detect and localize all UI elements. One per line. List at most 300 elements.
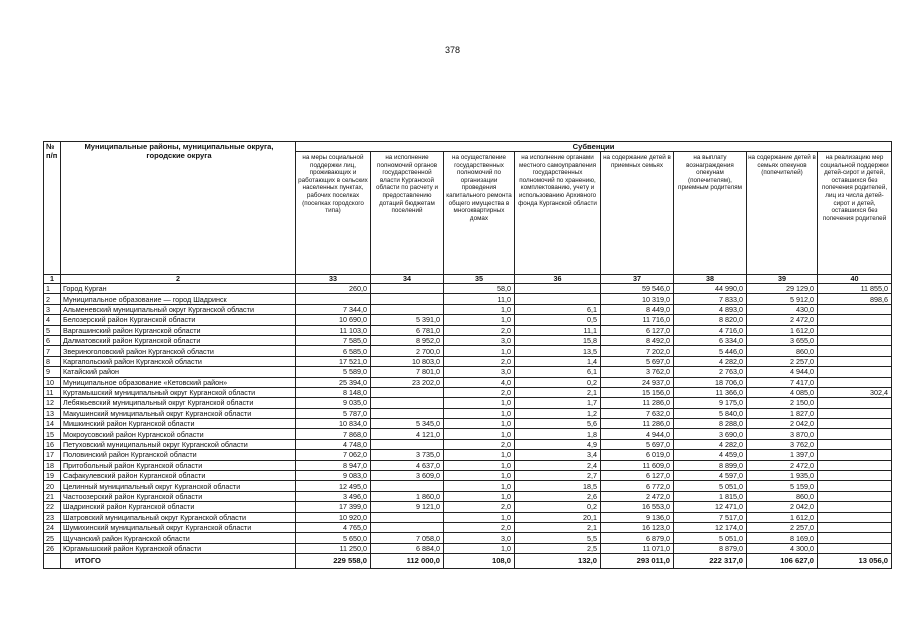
table-row	[44, 471, 892, 481]
cell-value: 2,0	[444, 325, 515, 335]
cell-value: 7 868,0	[296, 429, 371, 439]
cell-value: 1 612,0	[747, 325, 818, 335]
cell-value: 1,0	[444, 398, 515, 408]
cell-value: 2,4	[515, 460, 601, 470]
cell-value: 1,0	[444, 429, 515, 439]
cell-value	[371, 398, 444, 408]
district-name: Щучанский район Курганской области	[61, 533, 296, 543]
cell-value: 24 937,0	[601, 377, 674, 387]
cell-value: 6 772,0	[601, 481, 674, 491]
district-name: Каргапольский район Курганской области	[61, 356, 296, 366]
table-row	[44, 367, 892, 377]
header-col-34: на исполнение полномочий органов государственной власти Курганской области по расчету и предоставлению дотаций бюджетам поселений	[371, 152, 444, 275]
district-name: Половинский район Курганской области	[61, 450, 296, 460]
cell-value	[818, 356, 892, 366]
cell-value: 1,0	[444, 408, 515, 418]
cell-value: 1,4	[515, 356, 601, 366]
cell-value: 3,0	[444, 335, 515, 345]
cell-value: 1,0	[444, 450, 515, 460]
cell-value: 6 127,0	[601, 471, 674, 481]
cell-value: 6 884,0	[371, 543, 444, 553]
cell-value: 2,5	[515, 543, 601, 553]
cell-value: 0,2	[515, 502, 601, 512]
cell-value: 2,0	[444, 439, 515, 449]
cell-value	[818, 533, 892, 543]
cell-value: 18,5	[515, 481, 601, 491]
column-number: 34	[371, 275, 444, 284]
total-value: 112 000,0	[371, 554, 444, 569]
cell-value: 1,0	[444, 419, 515, 429]
table-row	[44, 335, 892, 345]
cell-value: 7 062,0	[296, 450, 371, 460]
cell-value	[818, 377, 892, 387]
total-value: 132,0	[515, 554, 601, 569]
cell-value	[371, 294, 444, 304]
table-row	[44, 356, 892, 366]
district-name: Шатровский муниципальный округ Курганской области	[61, 512, 296, 522]
row-index: 15	[44, 429, 61, 439]
header-col-39: на содержание детей в семьях опекунов (попечителей)	[747, 152, 818, 275]
district-name: Катайский район	[61, 367, 296, 377]
district-name: Юргамышский район Курганской области	[61, 543, 296, 553]
header-col-37: на содержание детей в приемных семьях	[601, 152, 674, 275]
page-number: 378	[444, 45, 461, 55]
cell-value	[818, 315, 892, 325]
cell-value: 3 762,0	[747, 439, 818, 449]
cell-value	[818, 471, 892, 481]
cell-value: 5 840,0	[674, 408, 747, 418]
column-number: 37	[601, 275, 674, 284]
table-row	[44, 533, 892, 543]
cell-value	[818, 460, 892, 470]
cell-value	[818, 491, 892, 501]
district-name: Макушинский муниципальный округ Курганской области	[61, 408, 296, 418]
row-index: 1	[44, 284, 61, 294]
cell-value	[296, 294, 371, 304]
district-name: Альменевский муниципальный округ Курганской области	[61, 304, 296, 314]
cell-value	[818, 429, 892, 439]
table-row	[44, 419, 892, 429]
cell-value	[371, 439, 444, 449]
row-index: 26	[44, 543, 61, 553]
cell-value: 5 650,0	[296, 533, 371, 543]
cell-value	[371, 522, 444, 532]
column-number: 40	[818, 275, 892, 284]
column-number: 39	[747, 275, 818, 284]
table-row	[44, 377, 892, 387]
cell-value: 1,0	[444, 543, 515, 553]
cell-value: 7 632,0	[601, 408, 674, 418]
row-index: 20	[44, 481, 61, 491]
cell-value: 13,5	[515, 346, 601, 356]
cell-value: 3 655,0	[747, 335, 818, 345]
table-row	[44, 429, 892, 439]
cell-value: 1,0	[444, 346, 515, 356]
cell-value: 5 051,0	[674, 533, 747, 543]
cell-value: 1,0	[444, 315, 515, 325]
header-district-name: Муниципальные районы, муниципальные округа, городские округа	[61, 142, 296, 275]
cell-value: 12 471,0	[674, 502, 747, 512]
row-index: 9	[44, 367, 61, 377]
table-row	[44, 491, 892, 501]
table-row	[44, 408, 892, 418]
row-index: 4	[44, 315, 61, 325]
cell-value: 6,1	[515, 367, 601, 377]
cell-value: 4,9	[515, 439, 601, 449]
cell-value: 4 459,0	[674, 450, 747, 460]
cell-value: 9 083,0	[296, 471, 371, 481]
district-name: Притобольный район Курганской области	[61, 460, 296, 470]
cell-value: 10 319,0	[601, 294, 674, 304]
cell-value: 10 834,0	[296, 419, 371, 429]
cell-value: 3,4	[515, 450, 601, 460]
cell-value: 11 103,0	[296, 325, 371, 335]
row-index: 21	[44, 491, 61, 501]
table-row	[44, 398, 892, 408]
cell-value: 18 706,0	[674, 377, 747, 387]
cell-value	[515, 284, 601, 294]
cell-value: 4 944,0	[747, 367, 818, 377]
cell-value: 8 492,0	[601, 335, 674, 345]
cell-value: 8 947,0	[296, 460, 371, 470]
cell-value: 1,2	[515, 408, 601, 418]
cell-value: 5,5	[515, 533, 601, 543]
row-index: 14	[44, 419, 61, 429]
cell-value	[818, 512, 892, 522]
table-row	[44, 502, 892, 512]
table-row	[44, 460, 892, 470]
subventions-table	[43, 141, 892, 569]
cell-value	[515, 294, 601, 304]
cell-value: 5 912,0	[747, 294, 818, 304]
cell-value	[818, 367, 892, 377]
cell-value: 8 148,0	[296, 387, 371, 397]
cell-value	[818, 304, 892, 314]
cell-value: 44 990,0	[674, 284, 747, 294]
table-row	[44, 522, 892, 532]
cell-value: 1,0	[444, 460, 515, 470]
table-row	[44, 325, 892, 335]
cell-value: 4 597,0	[674, 471, 747, 481]
cell-value: 1 827,0	[747, 408, 818, 418]
cell-value: 6 585,0	[296, 346, 371, 356]
cell-value: 17 521,0	[296, 356, 371, 366]
header-col-33: на меры социальной поддержки лиц, проживающих и работающих в сельских населенных пунктах, рабочих поселках (поселках городского типа)	[296, 152, 371, 275]
cell-value: 2 257,0	[747, 522, 818, 532]
row-index: 17	[44, 450, 61, 460]
district-name: Шадринский район Курганской области	[61, 502, 296, 512]
cell-value: 3,0	[444, 367, 515, 377]
cell-value: 6,1	[515, 304, 601, 314]
cell-value: 10 803,0	[371, 356, 444, 366]
header-subventions: Субвенции	[296, 142, 892, 152]
cell-value: 4 300,0	[747, 543, 818, 553]
cell-value: 2 257,0	[747, 356, 818, 366]
district-name: Лебяжьевский муниципальный округ Курганской области	[61, 398, 296, 408]
cell-value: 7 585,0	[296, 335, 371, 345]
cell-value: 2 700,0	[371, 346, 444, 356]
header-col-40: на реализацию мер социальной поддержки детей-сирот и детей, оставшихся без попечения родителей, лиц из числа детей-сирот и детей, оставшихся без попечения родителей	[818, 152, 892, 275]
cell-value: 5 589,0	[296, 367, 371, 377]
district-name: Белозерский район Курганской области	[61, 315, 296, 325]
cell-value: 4,0	[444, 377, 515, 387]
cell-value: 2 042,0	[747, 502, 818, 512]
cell-value: 11 855,0	[818, 284, 892, 294]
total-value: 108,0	[444, 554, 515, 569]
cell-value	[818, 335, 892, 345]
total-value: 222 317,0	[674, 554, 747, 569]
cell-value: 15 156,0	[601, 387, 674, 397]
cell-value: 8 288,0	[674, 419, 747, 429]
cell-value: 4 121,0	[371, 429, 444, 439]
row-index: 6	[44, 335, 61, 345]
cell-value: 5 345,0	[371, 419, 444, 429]
row-index: 23	[44, 512, 61, 522]
cell-value: 2 472,0	[601, 491, 674, 501]
cell-value: 17 399,0	[296, 502, 371, 512]
cell-value	[818, 408, 892, 418]
cell-value: 9 035,0	[296, 398, 371, 408]
cell-value: 7 058,0	[371, 533, 444, 543]
cell-value: 1,7	[515, 398, 601, 408]
total-value: 13 056,0	[818, 554, 892, 569]
cell-value: 3 496,0	[296, 491, 371, 501]
cell-value: 2,6	[515, 491, 601, 501]
column-number: 33	[296, 275, 371, 284]
cell-value: 1,0	[444, 512, 515, 522]
cell-value: 15,8	[515, 335, 601, 345]
cell-value: 260,0	[296, 284, 371, 294]
cell-value: 11 286,0	[601, 419, 674, 429]
cell-value: 20,1	[515, 512, 601, 522]
cell-value: 5,6	[515, 419, 601, 429]
cell-value: 6 781,0	[371, 325, 444, 335]
cell-value	[818, 419, 892, 429]
cell-value: 430,0	[747, 304, 818, 314]
header-number: № п/п	[44, 142, 61, 275]
table-row	[44, 284, 892, 294]
cell-value: 8 169,0	[747, 533, 818, 543]
cell-value: 4 765,0	[296, 522, 371, 532]
cell-value: 11 250,0	[296, 543, 371, 553]
cell-value: 7 833,0	[674, 294, 747, 304]
cell-value: 11 716,0	[601, 315, 674, 325]
cell-value: 23 202,0	[371, 377, 444, 387]
cell-value: 4 637,0	[371, 460, 444, 470]
cell-value: 2,7	[515, 471, 601, 481]
column-number: 36	[515, 275, 601, 284]
district-name: Целинный муниципальный округ Курганской области	[61, 481, 296, 491]
row-index: 19	[44, 471, 61, 481]
cell-value: 6 879,0	[601, 533, 674, 543]
row-index: 10	[44, 377, 61, 387]
column-number: 38	[674, 275, 747, 284]
cell-value: 29 129,0	[747, 284, 818, 294]
cell-value: 2 472,0	[747, 315, 818, 325]
table-row	[44, 481, 892, 491]
cell-value	[818, 325, 892, 335]
cell-value: 2,0	[444, 356, 515, 366]
district-name: Муниципальное образование «Кетовский район»	[61, 377, 296, 387]
cell-value: 0,2	[515, 377, 601, 387]
table-row	[44, 450, 892, 460]
total-value: 229 558,0	[296, 554, 371, 569]
cell-value: 2,0	[444, 502, 515, 512]
district-name: Сафакулевский район Курганской области	[61, 471, 296, 481]
cell-value: 11,1	[515, 325, 601, 335]
district-name: Куртамышский муниципальный округ Курганской области	[61, 387, 296, 397]
cell-value	[818, 522, 892, 532]
cell-value: 11 366,0	[674, 387, 747, 397]
cell-value: 2,1	[515, 522, 601, 532]
cell-value: 8 820,0	[674, 315, 747, 325]
cell-value: 0,5	[515, 315, 601, 325]
cell-value: 5 697,0	[601, 439, 674, 449]
district-name: Варгашинский район Курганской области	[61, 325, 296, 335]
cell-value: 2 150,0	[747, 398, 818, 408]
cell-value	[371, 387, 444, 397]
cell-value	[818, 502, 892, 512]
column-number: 2	[61, 275, 296, 284]
cell-value: 860,0	[747, 346, 818, 356]
cell-value: 5 159,0	[747, 481, 818, 491]
cell-value	[818, 450, 892, 460]
row-index: 7	[44, 346, 61, 356]
cell-value: 1,8	[515, 429, 601, 439]
cell-value: 898,6	[818, 294, 892, 304]
cell-value: 11 286,0	[601, 398, 674, 408]
cell-value: 59 546,0	[601, 284, 674, 294]
cell-value: 8 879,0	[674, 543, 747, 553]
row-index: 22	[44, 502, 61, 512]
cell-value: 1 860,0	[371, 491, 444, 501]
cell-value: 3 762,0	[601, 367, 674, 377]
table-row	[44, 315, 892, 325]
table-row	[44, 304, 892, 314]
district-name: Мокроусовский район Курганской области	[61, 429, 296, 439]
cell-value: 9 121,0	[371, 502, 444, 512]
cell-value	[371, 284, 444, 294]
cell-value: 11 609,0	[601, 460, 674, 470]
cell-value: 5 446,0	[674, 346, 747, 356]
cell-value: 4 893,0	[674, 304, 747, 314]
cell-value	[818, 346, 892, 356]
cell-value: 3 735,0	[371, 450, 444, 460]
cell-value: 1,0	[444, 491, 515, 501]
header-col-36: на исполнение органами местного самоуправления государственных полномочий по хранению, комплектованию, учету и использованию Архивного фонда Курганской области	[515, 152, 601, 275]
cell-value: 10 690,0	[296, 315, 371, 325]
row-index: 8	[44, 356, 61, 366]
cell-value: 1 935,0	[747, 471, 818, 481]
cell-value: 1 815,0	[674, 491, 747, 501]
cell-value: 1,0	[444, 471, 515, 481]
district-name: Город Курган	[61, 284, 296, 294]
cell-value: 16 553,0	[601, 502, 674, 512]
table-body	[44, 284, 892, 554]
cell-value: 6 019,0	[601, 450, 674, 460]
header-col-38: на выплату вознаграждения опекунам (попечителям), приемным родителям	[674, 152, 747, 275]
table-row	[44, 294, 892, 304]
header-col-35: на осуществление государственных полномочий по организации проведения капитального ремонта общего имущества в многоквартирных домах	[444, 152, 515, 275]
cell-value	[371, 408, 444, 418]
cell-value: 4 282,0	[674, 439, 747, 449]
cell-value	[818, 439, 892, 449]
table-row	[44, 543, 892, 553]
total-value: 293 011,0	[601, 554, 674, 569]
district-name: Муниципальное образование — город Шадринск	[61, 294, 296, 304]
cell-value: 2,0	[444, 522, 515, 532]
row-index: 5	[44, 325, 61, 335]
cell-value: 11 071,0	[601, 543, 674, 553]
cell-value	[371, 304, 444, 314]
cell-value: 4 716,0	[674, 325, 747, 335]
row-index: 12	[44, 398, 61, 408]
cell-value: 2,0	[444, 387, 515, 397]
total-value: 106 627,0	[747, 554, 818, 569]
row-index: 13	[44, 408, 61, 418]
total-index	[44, 554, 61, 569]
cell-value: 58,0	[444, 284, 515, 294]
cell-value: 3 609,0	[371, 471, 444, 481]
cell-value: 3,0	[444, 533, 515, 543]
cell-value: 4 944,0	[601, 429, 674, 439]
cell-value: 3 690,0	[674, 429, 747, 439]
cell-value: 7 517,0	[674, 512, 747, 522]
cell-value: 4 748,0	[296, 439, 371, 449]
cell-value: 8 952,0	[371, 335, 444, 345]
cell-value: 2 472,0	[747, 460, 818, 470]
cell-value	[818, 398, 892, 408]
cell-value: 10 920,0	[296, 512, 371, 522]
cell-value	[818, 481, 892, 491]
cell-value: 7 344,0	[296, 304, 371, 314]
cell-value: 6 334,0	[674, 335, 747, 345]
total-row	[44, 554, 892, 569]
cell-value: 3 870,0	[747, 429, 818, 439]
cell-value: 12 174,0	[674, 522, 747, 532]
cell-value: 2,1	[515, 387, 601, 397]
column-number: 35	[444, 275, 515, 284]
cell-value: 1,0	[444, 481, 515, 491]
cell-value: 11,0	[444, 294, 515, 304]
cell-value: 5 787,0	[296, 408, 371, 418]
table-row	[44, 439, 892, 449]
column-number: 1	[44, 275, 61, 284]
cell-value: 1 612,0	[747, 512, 818, 522]
cell-value: 860,0	[747, 491, 818, 501]
row-index: 3	[44, 304, 61, 314]
cell-value: 12 495,0	[296, 481, 371, 491]
district-name: Петуховский муниципальный округ Курганской области	[61, 439, 296, 449]
cell-value: 2 763,0	[674, 367, 747, 377]
column-number-row	[44, 275, 892, 284]
row-index: 18	[44, 460, 61, 470]
cell-value: 5 697,0	[601, 356, 674, 366]
district-name: Шумихинский муниципальный округ Курганской области	[61, 522, 296, 532]
cell-value: 1,0	[444, 304, 515, 314]
district-name: Далматовский район Курганской области	[61, 335, 296, 345]
cell-value: 4 282,0	[674, 356, 747, 366]
cell-value: 9 175,0	[674, 398, 747, 408]
row-index: 25	[44, 533, 61, 543]
table-row	[44, 387, 892, 397]
cell-value	[371, 512, 444, 522]
cell-value: 7 202,0	[601, 346, 674, 356]
row-index: 2	[44, 294, 61, 304]
cell-value: 7 417,0	[747, 377, 818, 387]
table-row	[44, 512, 892, 522]
district-name: Звериноголовский район Курганской области	[61, 346, 296, 356]
